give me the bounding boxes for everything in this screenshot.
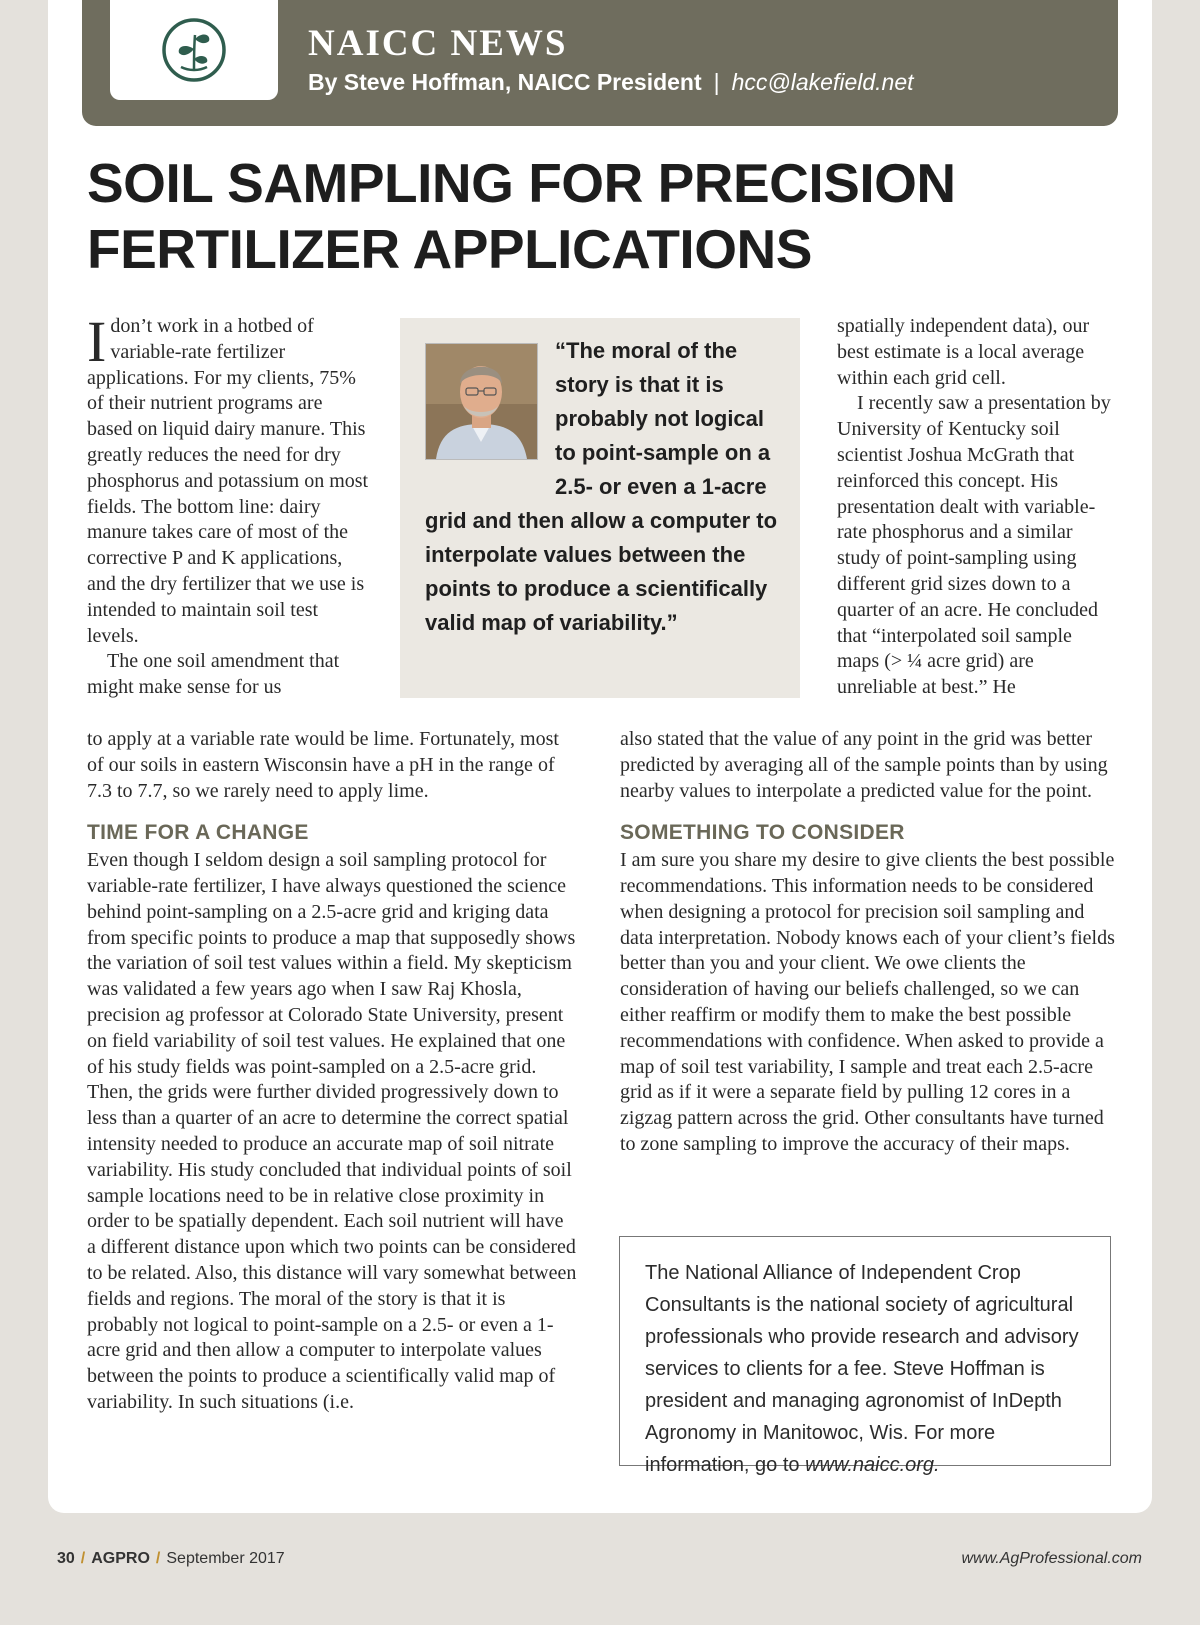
author-byline: By Steve Hoffman, NAICC President	[308, 69, 702, 95]
lime-paragraph-end: to apply at a variable rate would be lime. Fortunately, most of our soils in eastern Wisconsin have a pH in the range of 7.3 to 7.7, so we rarely need to apply lime.	[87, 728, 559, 802]
footer-website-link[interactable]: www.AgProfessional.com	[961, 1550, 1142, 1567]
pull-quote-box	[400, 318, 800, 698]
mcgrath-paragraph-end: also stated that the value of any point in the grid was better predicted by averaging all of the sample points than by using nearby values to interpolate a predicted value for the point.	[620, 728, 1108, 802]
grid-cell-paragraph: spatially independent data), our best estimate is a local average within each grid cell.	[837, 315, 1090, 389]
leaf-logo-icon	[161, 17, 227, 83]
lime-paragraph-start: The one soil amendment that might make sense for us	[87, 650, 340, 699]
column-left-top	[87, 309, 369, 701]
consider-paragraph: I am sure you share my desire to give clients the best possible recommendations. This information needs to be considered when designing a protocol for precision soil sampling and data interpretation. Nobody knows each of your client’s fields better than you and your client. We owe clients the consideration of having our beliefs challenged, so we can either reaffirm or modify them to make the best possible recommendations with confidence. When asked to provide a map of soil test variability, I sample and treat each 2.5-acre grid as if it were a separate field by pulling 12 cores in a zigzag pattern across the grid. Other consultants have turned to zone sampling to improve the accuracy of their maps.	[620, 849, 1115, 1155]
byline	[308, 69, 914, 96]
naicc-info-box	[619, 1236, 1111, 1476]
pull-quote: “The moral of the story is that it is probably not logical to point-sample on a 2.5- or even a 1-acre grid and then allow a computer to interpolate values between the points to produce a scientifically valid map of variability.”	[425, 338, 778, 635]
column-left-bottom	[87, 727, 577, 1416]
footer-folio	[57, 1550, 285, 1568]
subhead-time-for-a-change: TIME FOR A CHANGE	[87, 821, 309, 845]
naicc-website-link[interactable]: www.naicc.org.	[805, 1454, 940, 1476]
info-text: The National Alliance of Independent Crop Consultants is the national society of agricultural professionals who provide research and advisory services to clients for a fee. Steve Hoffman is president and managing agronomist of InDepth Agronomy in Manitowoc, Wis. For more information, go to www.naicc.org.	[645, 1262, 1079, 1476]
change-paragraph: Even though I seldom design a soil sampling protocol for variable-rate fertilizer, I have always questioned the science behind point-sampling on a 2.5-acre grid and kriging data from specific points to produce a map that supposedly shows the variation of soil test values within a field. My skepticism was validated a few years ago when I saw Raj Khosla, precision ag professor at Colorado State University, present on field variability of soil test values. He explained that one of his study fields was point-sampled on a 2.5-acre grid. Then, the grids were further divided progressively down to less than a quarter of an acre to determine the correct spatial intensity needed to produce an accurate map of soil nitrate variability. His study concluded that individual points of soil sample locations need to be in relative close proximity in order to be spatially dependent. Each soil nutrient will have a different distance upon which two points can be considered to be related. Also, this distance will vary somewhat between fields and regions. The moral of the story is that it is probably not logical to point-sample on a 2.5- or even a 1-acre grid and then allow a computer to interpolate values between the points to produce a scientifically valid map of variability. In such situations (i.e.	[87, 849, 577, 1413]
section-title: NAICC NEWS	[308, 23, 568, 64]
section-banner	[82, 0, 1118, 126]
author-email-link[interactable]: hcc@lakefield.net	[731, 69, 914, 95]
mcgrath-paragraph-start: I recently saw a presentation by University of Kentucky soil scientist Joshua McGrath that reinforced this concept. His presentation dealt with variable-rate phosphorus and a similar study of point-sampling using different grid sizes down to a quarter of an acre. He concluded that “interpolated soil sample maps (> ¼ acre grid) are unreliable at best.” He	[837, 392, 1111, 699]
footer-separator: /	[155, 1550, 161, 1567]
naicc-logo	[110, 0, 278, 100]
magazine-name: AGPRO	[91, 1550, 150, 1567]
page-number: 30	[57, 1550, 75, 1567]
byline-separator: |	[713, 69, 720, 95]
article-headline: SOIL SAMPLING FOR PRECISION FERTILIZER APPLICATIONS	[87, 152, 956, 280]
subhead-something-to-consider: SOMETHING TO CONSIDER	[620, 821, 905, 845]
column-right-top	[837, 314, 1115, 701]
issue-date: September 2017	[166, 1550, 285, 1567]
footer-separator: /	[80, 1550, 86, 1567]
intro-paragraph: Idon’t work in a hotbed of variable-rate fertilizer applications. For my clients, 75% of their nutrient programs are based on liquid dairy manure. This greatly reduces the need for dry phosphorus and potassium on most fields. The bottom line: dairy manure takes care of most of the corrective P and K applications, and the dry fertilizer that we use is intended to maintain soil test levels.	[87, 309, 369, 647]
column-right-bottom	[620, 727, 1115, 1158]
drop-cap: I	[87, 309, 107, 374]
